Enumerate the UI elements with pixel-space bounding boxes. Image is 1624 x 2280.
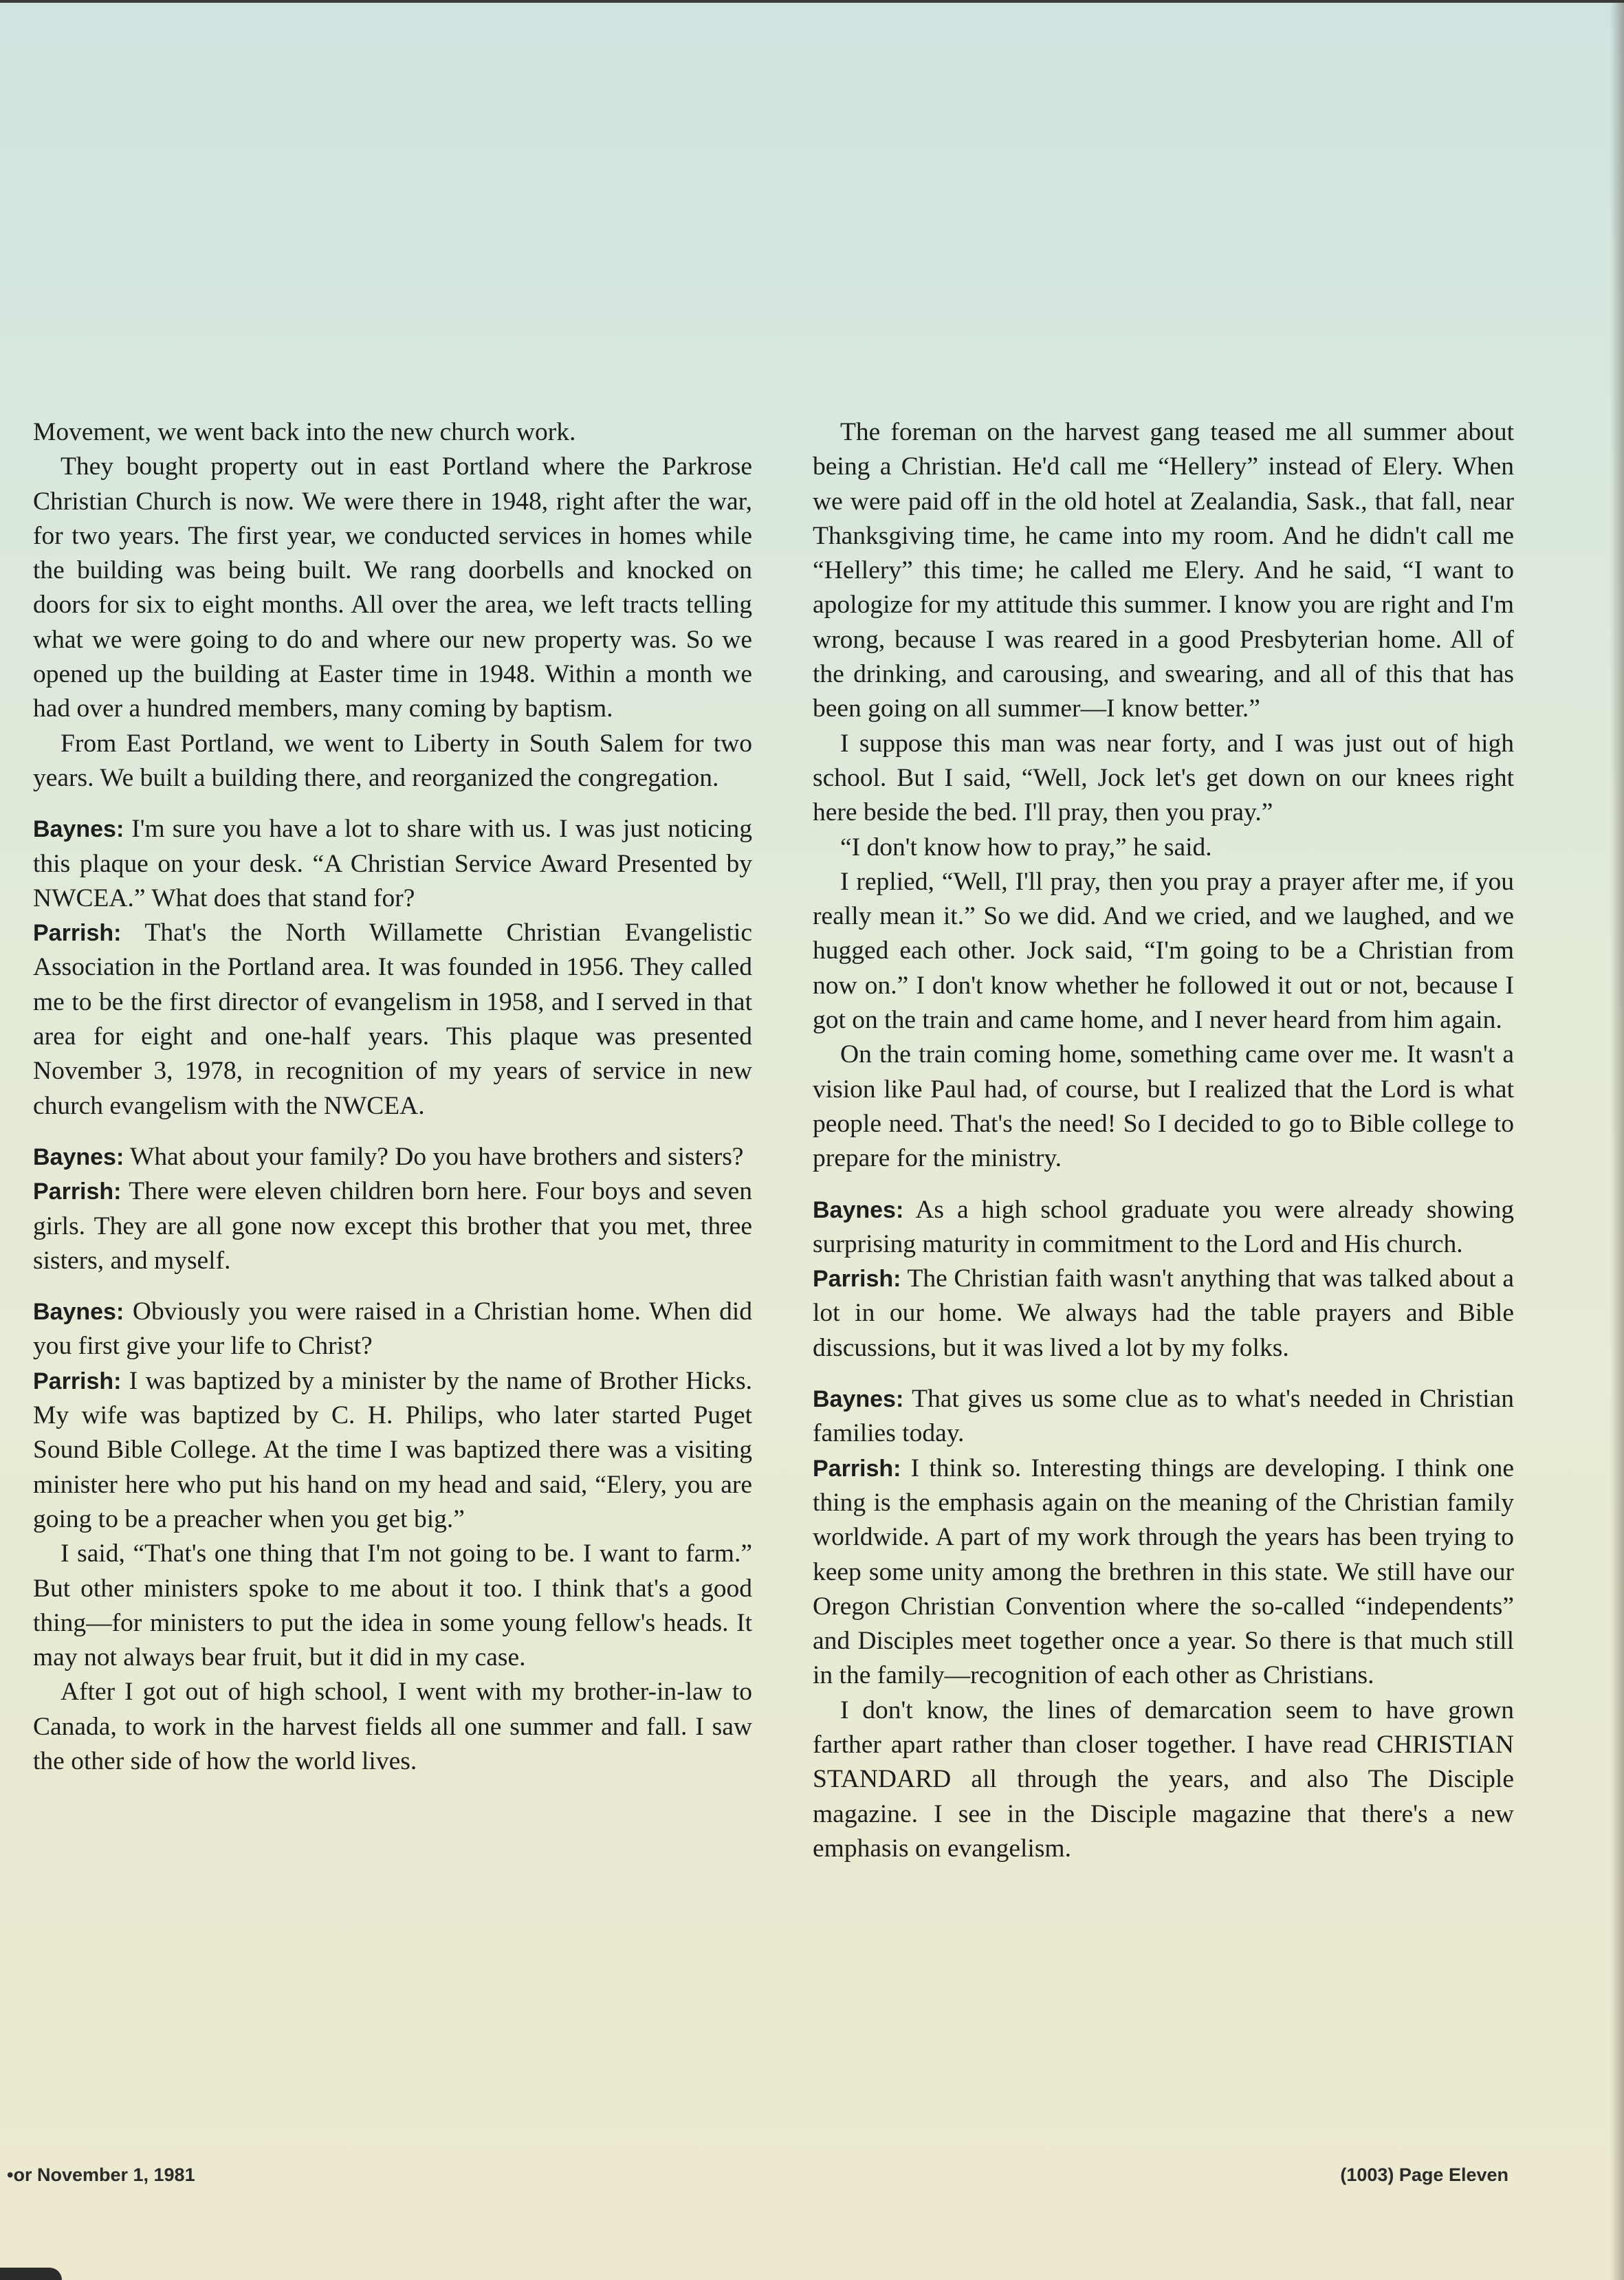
speaker-label: Parrish: xyxy=(813,1455,901,1482)
turn-text: Obviously you were raised in a Christian home. When did you first give your life to Christ? xyxy=(33,1297,753,1361)
turn-text: I was baptized by a minister by the name of Brother Hicks. My wife was baptized by C. H. Philips, who later started Puget Sound Bible College. At the time I was baptized there was a visiting minister here who put his hand on my head and said, “Elery, you are going to be a preacher when you get big.” xyxy=(33,1366,753,1533)
interview-turn xyxy=(33,812,752,916)
paragraph: The foreman on the harvest gang teased me all summer about being a Christian. He'd call me “Hellery” instead of Elery. When we were paid off in the old hotel at Zealandia, Sask., that fall, near Thanksgiving time, he came into my room. And he didn't call me “Hellery” this time; he called me Elery. And he said, “I want to apologize for my attitude this summer. I know you are right and I'm wrong, because I was reared in a good Presbyterian home. All of the drinking, and carousing, and swearing, and all of this that has been going on all summer—I know better.” xyxy=(813,418,1514,723)
turn-text: The Christian faith wasn't anything that was talked about a lot in our home. We always had the table prayers and Bible discussions, but it was lived a lot by my folks. xyxy=(813,1264,1515,1362)
interview-turn xyxy=(813,1451,1514,1693)
speaker-label: Baynes: xyxy=(33,1299,124,1326)
paragraph: “I don't know how to pray,” he said. xyxy=(840,833,1212,862)
turn-text: What about your family? Do you have brothers and sisters? xyxy=(129,1142,744,1171)
speaker-label: Baynes: xyxy=(813,1386,904,1413)
footer-date: •or November 1, 1981 xyxy=(7,2164,195,2185)
turn-text: As a high school graduate you were already showing surprising maturity in commitment to the Lord and His church. xyxy=(813,1195,1514,1258)
paragraph: Movement, we went back into the new church work. xyxy=(33,418,576,446)
speaker-label: Parrish: xyxy=(33,920,122,947)
interview-turn xyxy=(813,1262,1514,1366)
interview-turn xyxy=(813,1193,1514,1262)
paragraph: I don't know, the lines of demarcation seem to have grown farther apart rather than closer together. I have read CHRISTIAN STANDARD all through the years, and also The Disciple magazine. I see in the Disciple magazine that there's a new emphasis on evangelism. xyxy=(813,1696,1514,1863)
interview-turn xyxy=(33,1174,752,1278)
speaker-label: Baynes: xyxy=(33,816,124,843)
page-edge-shadow xyxy=(1610,0,1624,2280)
turn-text: I'm sure you have a lot to share with us. I was just noticing this plaque on your desk. “A Christian Service Award Presented by NWCEA.” What does that stand for? xyxy=(33,815,752,912)
turn-text: There were eleven children born here. Four boys and seven girls. They are all gone now except this brother that you met, three sisters, and myself. xyxy=(33,1177,752,1275)
interview-turn xyxy=(813,1382,1514,1451)
right-column xyxy=(813,415,1514,1866)
turn-text: That gives us some clue as to what's needed in Christian families today. xyxy=(813,1385,1514,1448)
page-corner-mark xyxy=(0,2268,62,2280)
left-column xyxy=(33,415,752,1779)
speaker-label: Baynes: xyxy=(33,1143,124,1170)
top-edge-line xyxy=(0,0,1624,3)
paragraph: On the train coming home, something came over me. It wasn't a vision like Paul had, of course, but I realized that the Lord is what people need. That's the need! So I decided to go to Bible college to prepare for the ministry. xyxy=(813,1040,1514,1173)
interview-turn xyxy=(33,916,752,1123)
speaker-label: Baynes: xyxy=(813,1196,904,1223)
footer-page-number: (1003) Page Eleven xyxy=(1340,2164,1508,2185)
speaker-label: Parrish: xyxy=(33,1368,122,1394)
interview-turn xyxy=(33,1295,752,1364)
turn-text: I think so. Interesting things are developing. I think one thing is the emphasis again on the meaning of the Christian family worldwide. A part of my work through the years has been trying to keep some unity among the brethren in this state. We still have our Oregon Christian Convention where the so-called “independents” and Disciples meet together once a year. So there is that much still in the family—recognition of each other as Christians. xyxy=(813,1454,1514,1690)
interview-turn xyxy=(33,1140,752,1174)
paragraph: From East Portland, we went to Liberty in South Salem for two years. We built a building there, and reorganized the congregation. xyxy=(33,729,752,792)
speaker-label: Parrish: xyxy=(33,1179,122,1205)
paragraph: After I got out of high school, I went with my brother-in-law to Canada, to work in the harvest fields all one summer and fall. I saw the other side of how the world lives. xyxy=(33,1678,752,1775)
paragraph: I said, “That's one thing that I'm not going to be. I want to farm.” But other ministers spoke to me about it too. I think that's a good thing—for ministers to put the idea in some young fellow's heads. It may not always bear fruit, but it did in my case. xyxy=(33,1539,752,1672)
speaker-label: Parrish: xyxy=(813,1266,901,1293)
interview-turn xyxy=(33,1364,752,1537)
turn-text: That's the North Willamette Christian Evangelistic Association in the Portland area. It was founded in 1956. They called me to be the first director of evangelism in 1958, and I served in that area for eight and one-half years. This plaque was presented November 3, 1978, in recognition of my years of service in new church evangelism with the NWCEA. xyxy=(33,919,752,1120)
paragraph: I replied, “Well, I'll pray, then you pray a prayer after me, if you really mean it.” So we did. And we cried, and we laughed, and we hugged each other. Jock said, “I'm going to be a Christian from now on.” I don't know whether he followed it out or not, because I got on the train and came home, and I never heard from him again. xyxy=(813,867,1514,1035)
paragraph: I suppose this man was near forty, and I was just out of high school. But I said, “Well, Jock let's get down on our knees right here beside the bed. I'll pray, then you pray.” xyxy=(813,729,1514,827)
paragraph: They bought property out in east Portland where the Parkrose Christian Church is now. We were there in 1948, right after the war, for two years. The first year, we conducted services in homes while the building was being built. We rang doorbells and knocked on doors for six to eight months. All over the area, we left tracts telling what we were going to do and where our new property was. So we opened up the building at Easter time in 1948. Within a month we had over a hundred members, many coming by baptism. xyxy=(33,452,752,723)
